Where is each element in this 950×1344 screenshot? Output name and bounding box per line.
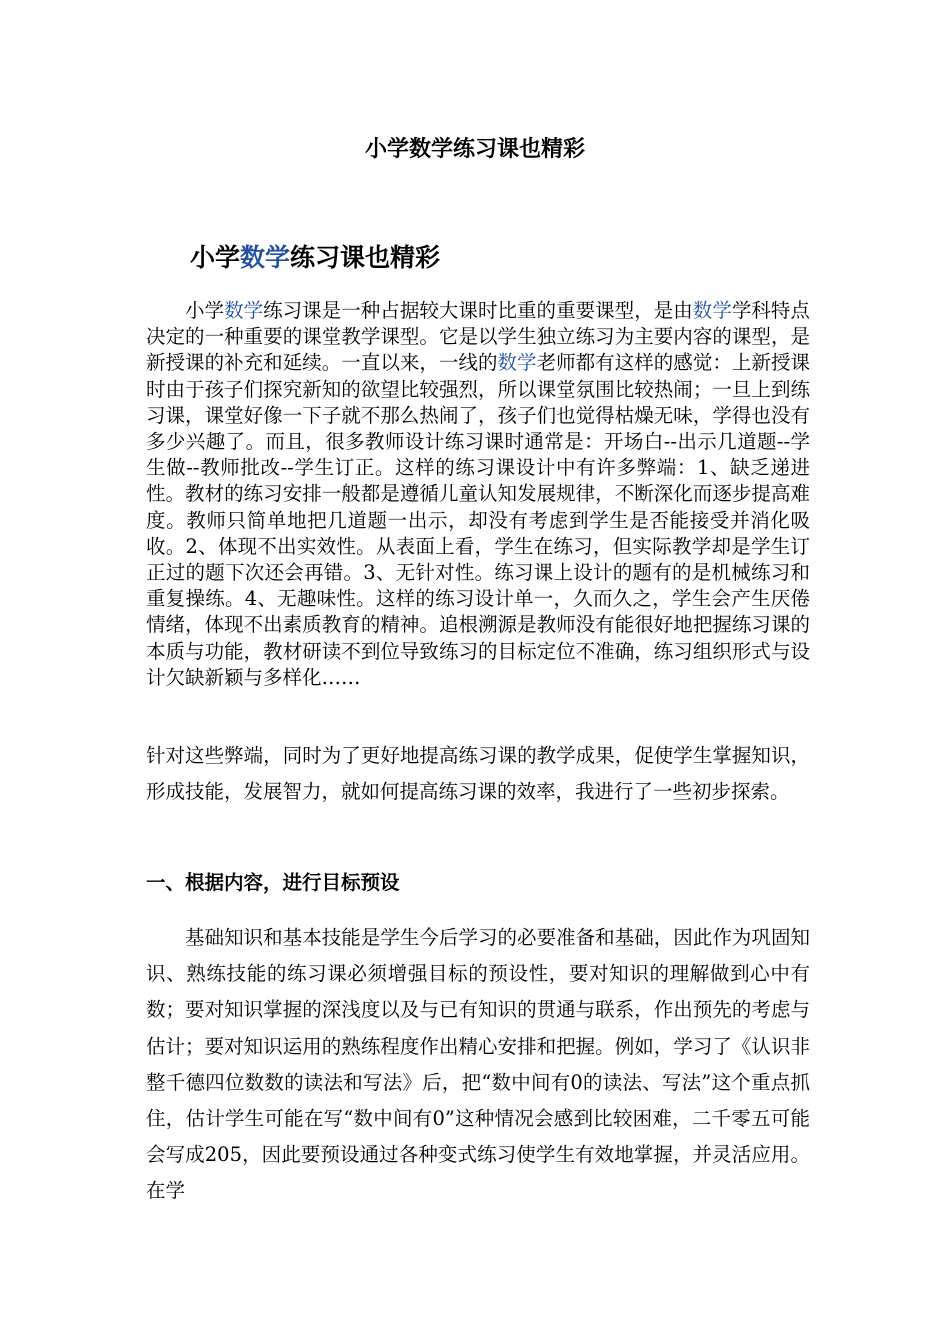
paragraph-2: 针对这些弊端，同时为了更好地提高练习课的教学成果，促使学生掌握知识，形成技能，发展智力，就如何提高练习课的效率，我进行了一些初步探索。 xyxy=(146,744,810,804)
paragraph-3: 基础知识和基本技能是学生今后学习的必要准备和基础，因此作为巩固知识、熟练技能的练习课必须增强目标的预设性，要对知识的理解做到心中有数；要对知识掌握的深浅度以及与已有知识的贯通与联系，作出预先的考虑与估计；要对知识运用的熟练程度作出精心安排和把握。例如，学习了《认识非整千德四位数数的读法和写法》后，把“数中间有0的读法、写法”这个重点抓住，估计学生可能在写“数中间有0”这种情况会感到比较困难，二千零五可能会写成205，因此要预设通过各种变式练习使学生有效地掌握，并灵活应用。在学 xyxy=(146,926,810,1203)
intro-text-4: 老师都有这样的感觉：上新授课时由于孩子们探究新知的欲望比较强烈，所以课堂氛围比较热闹；一旦上到练习课，课堂好像一下子就不那么热闹了，孩子们也觉得枯燥无味，学得也没有多少兴趣了。而且，很多教师设计练习课时通常是：开场白--出示几道题--学生做--教师批改--学生订正。这样的练习课设计中有许多弊端：1、缺乏递进性。教材的练习安排一般都是遵循儿童认知发展规律，不断深化而逐步提高难度。教师只简单地把几道题一出示，却没有考虑到学生是否能接受并消化吸收。2、体现不出实效性。从表面上看，学生在练习，但实际教学却是学生订正过的题下次还会再错。3、无针对性。练习课上设计的题有的是机械练习和重复操练。4、无趣味性。这样的练习设计单一，久而久之，学生会产生厌倦情绪，体现不出素质教育的精神。追根溯源是教师没有能很好地把握练习课的本质与功能，教材研读不到位导致练习的目标定位不准确，练习组织形式与设计欠缺新颖与多样化…… xyxy=(146,351,810,689)
intro-paragraph xyxy=(146,298,810,691)
article-title xyxy=(190,241,440,275)
keyword-link-math-1[interactable]: 数学 xyxy=(224,299,264,322)
intro-text-2: 练习课是一种占据较大课时比重的重要课型，是由 xyxy=(263,299,693,322)
intro-text-1: 小学 xyxy=(185,299,225,322)
intro-text-3: 学科特点决定的一种重要的课堂教学课型。它是以学生独立练习为主要内容的课型，是新授课的补充和延续。一直以来，一线的 xyxy=(146,299,810,375)
article-title-part1: 小学 xyxy=(190,243,241,272)
section-heading-1: 一、根据内容，进行目标预设 xyxy=(146,871,400,894)
document-title: 小学数学练习课也精彩 xyxy=(364,136,585,162)
article-title-part2: 练习课也精彩 xyxy=(290,243,441,272)
keyword-link-math-2[interactable]: 数学 xyxy=(692,299,732,322)
keyword-link-math-3[interactable]: 数学 xyxy=(497,351,537,375)
article-title-keyword-link[interactable]: 数学 xyxy=(240,243,291,272)
